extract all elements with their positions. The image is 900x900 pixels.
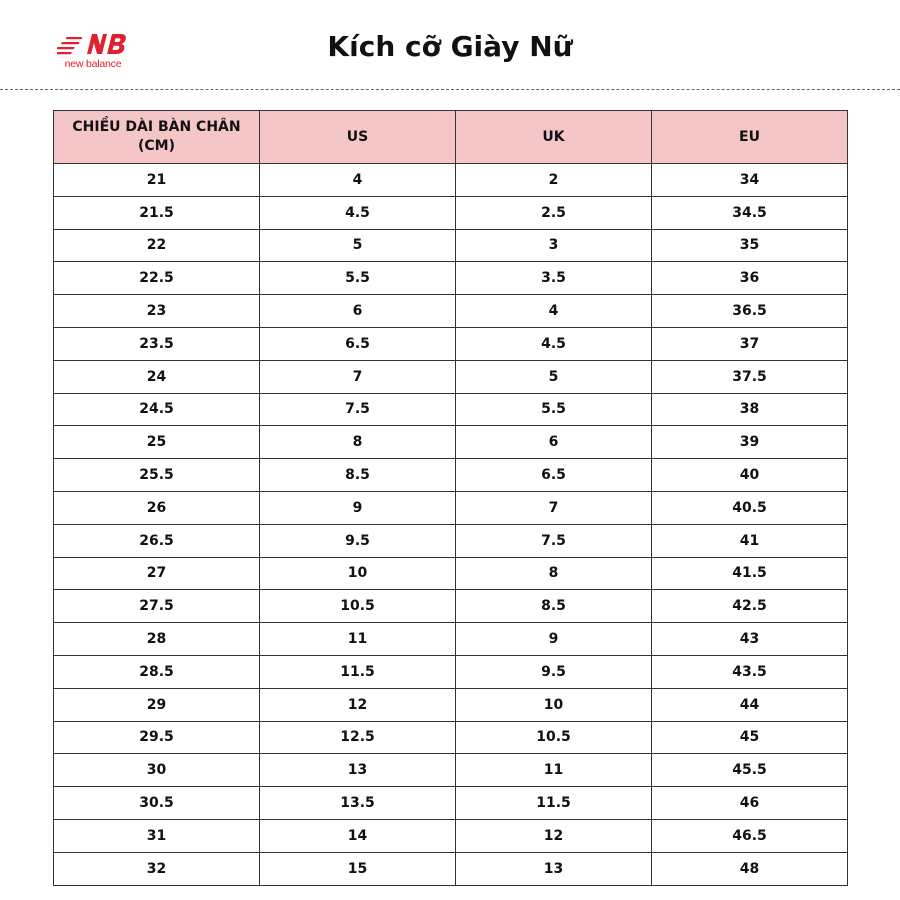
table-row	[54, 655, 848, 688]
cell-uk: 8	[456, 557, 652, 590]
cell-uk: 6.5	[456, 459, 652, 492]
cell-eu: 43	[652, 623, 848, 656]
cell-uk: 13	[456, 852, 652, 885]
cell-foot-length: 23.5	[54, 327, 260, 360]
cell-us: 6.5	[260, 327, 456, 360]
table-row	[54, 524, 848, 557]
table-row	[54, 688, 848, 721]
cell-us: 11.5	[260, 655, 456, 688]
cell-uk: 5	[456, 360, 652, 393]
cell-foot-length: 29	[54, 688, 260, 721]
header-foot-length: CHIỀU DÀI BÀN CHÂN (CM)	[54, 111, 260, 164]
cell-foot-length: 26	[54, 491, 260, 524]
cell-foot-length: 26.5	[54, 524, 260, 557]
table-row	[54, 623, 848, 656]
cell-foot-length: 30	[54, 754, 260, 787]
cell-foot-length: 24	[54, 360, 260, 393]
table-row	[54, 360, 848, 393]
cell-eu: 39	[652, 426, 848, 459]
header-us: US	[260, 111, 456, 164]
cell-eu: 35	[652, 229, 848, 262]
table-row	[54, 327, 848, 360]
cell-foot-length: 25.5	[54, 459, 260, 492]
table-body	[54, 164, 848, 886]
cell-us: 8	[260, 426, 456, 459]
cell-uk: 9	[456, 623, 652, 656]
table-row	[54, 590, 848, 623]
cell-us: 15	[260, 852, 456, 885]
cell-foot-length: 28.5	[54, 655, 260, 688]
table-row	[54, 819, 848, 852]
cell-us: 4.5	[260, 196, 456, 229]
table-row	[54, 754, 848, 787]
cell-uk: 3.5	[456, 262, 652, 295]
cell-eu: 41.5	[652, 557, 848, 590]
cell-foot-length: 28	[54, 623, 260, 656]
cell-us: 9.5	[260, 524, 456, 557]
table-row	[54, 426, 848, 459]
table-row	[54, 852, 848, 885]
table-row	[54, 491, 848, 524]
cell-eu: 48	[652, 852, 848, 885]
cell-eu: 45.5	[652, 754, 848, 787]
cell-us: 5.5	[260, 262, 456, 295]
cell-uk: 11	[456, 754, 652, 787]
cell-uk: 3	[456, 229, 652, 262]
cell-foot-length: 22.5	[54, 262, 260, 295]
cell-eu: 40.5	[652, 491, 848, 524]
cell-foot-length: 30.5	[54, 787, 260, 820]
cell-us: 8.5	[260, 459, 456, 492]
cell-us: 6	[260, 295, 456, 328]
table-row	[54, 196, 848, 229]
cell-uk: 2.5	[456, 196, 652, 229]
cell-eu: 46.5	[652, 819, 848, 852]
cell-foot-length: 23	[54, 295, 260, 328]
cell-eu: 36.5	[652, 295, 848, 328]
cell-foot-length: 21.5	[54, 196, 260, 229]
cell-eu: 41	[652, 524, 848, 557]
cell-us: 13	[260, 754, 456, 787]
cell-us: 7	[260, 360, 456, 393]
brand-logo-text: new balance	[64, 58, 122, 70]
cell-uk: 10	[456, 688, 652, 721]
header-uk: UK	[456, 111, 652, 164]
cell-uk: 2	[456, 164, 652, 197]
cell-us: 4	[260, 164, 456, 197]
cell-foot-length: 24.5	[54, 393, 260, 426]
cell-eu: 37	[652, 327, 848, 360]
cell-us: 12.5	[260, 721, 456, 754]
cell-eu: 40	[652, 459, 848, 492]
table-row	[54, 295, 848, 328]
cell-foot-length: 27	[54, 557, 260, 590]
cell-foot-length: 32	[54, 852, 260, 885]
dashed-divider	[0, 89, 900, 90]
cell-eu: 46	[652, 787, 848, 820]
cell-uk: 5.5	[456, 393, 652, 426]
table-row	[54, 393, 848, 426]
cell-eu: 36	[652, 262, 848, 295]
cell-eu: 38	[652, 393, 848, 426]
cell-uk: 7	[456, 491, 652, 524]
table-row	[54, 557, 848, 590]
cell-uk: 7.5	[456, 524, 652, 557]
cell-uk: 11.5	[456, 787, 652, 820]
table-row	[54, 459, 848, 492]
cell-us: 13.5	[260, 787, 456, 820]
cell-uk: 6	[456, 426, 652, 459]
cell-foot-length: 27.5	[54, 590, 260, 623]
cell-us: 9	[260, 491, 456, 524]
table-row	[54, 229, 848, 262]
header-eu: EU	[652, 111, 848, 164]
table-header-row	[54, 111, 848, 164]
cell-us: 5	[260, 229, 456, 262]
cell-us: 10	[260, 557, 456, 590]
cell-us: 12	[260, 688, 456, 721]
cell-us: 14	[260, 819, 456, 852]
cell-foot-length: 31	[54, 819, 260, 852]
size-chart-table	[53, 110, 848, 886]
cell-uk: 9.5	[456, 655, 652, 688]
cell-uk: 12	[456, 819, 652, 852]
cell-uk: 4.5	[456, 327, 652, 360]
table-row	[54, 164, 848, 197]
cell-us: 7.5	[260, 393, 456, 426]
cell-foot-length: 22	[54, 229, 260, 262]
cell-uk: 10.5	[456, 721, 652, 754]
cell-uk: 8.5	[456, 590, 652, 623]
cell-foot-length: 25	[54, 426, 260, 459]
cell-eu: 34.5	[652, 196, 848, 229]
cell-us: 10.5	[260, 590, 456, 623]
table-row	[54, 787, 848, 820]
cell-foot-length: 21	[54, 164, 260, 197]
page-title: Kích cỡ Giày Nữ	[327, 30, 573, 63]
cell-eu: 43.5	[652, 655, 848, 688]
table-row	[54, 721, 848, 754]
table-row	[54, 262, 848, 295]
cell-foot-length: 29.5	[54, 721, 260, 754]
cell-eu: 34	[652, 164, 848, 197]
cell-eu: 37.5	[652, 360, 848, 393]
cell-eu: 45	[652, 721, 848, 754]
cell-eu: 44	[652, 688, 848, 721]
cell-eu: 42.5	[652, 590, 848, 623]
cell-uk: 4	[456, 295, 652, 328]
cell-us: 11	[260, 623, 456, 656]
